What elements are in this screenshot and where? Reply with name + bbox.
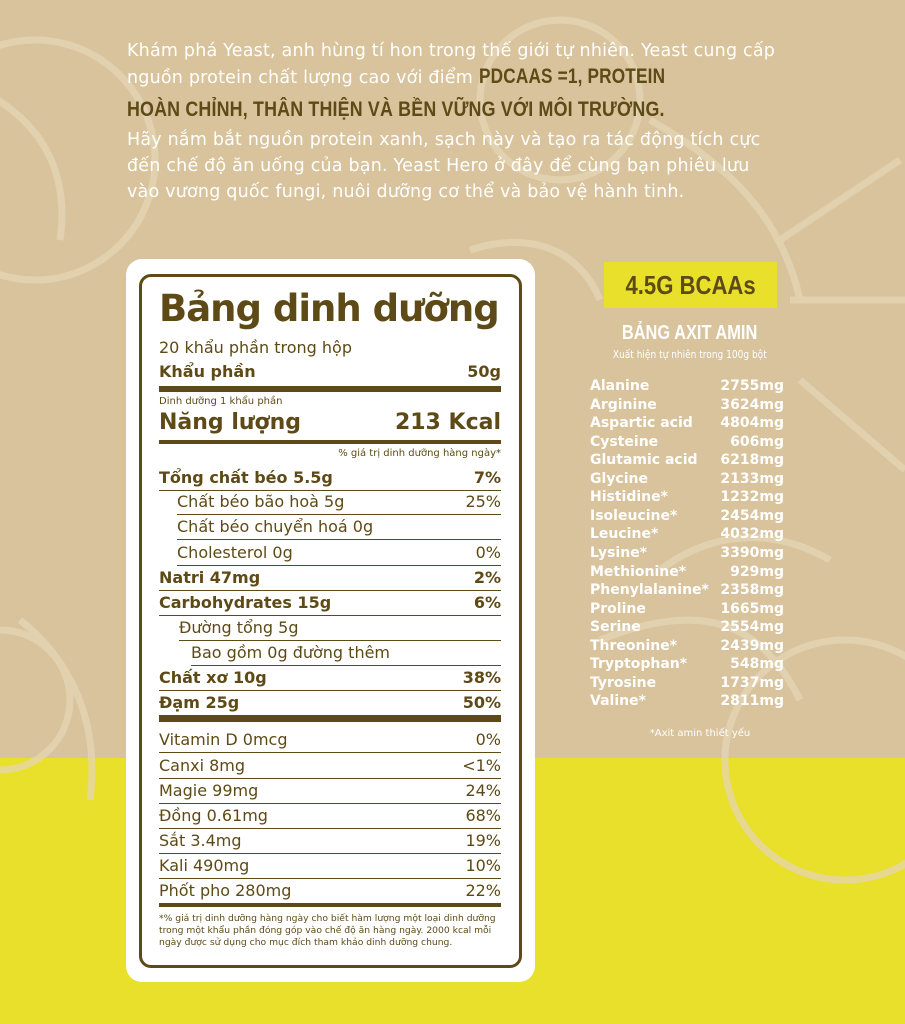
amino-row (590, 526, 784, 542)
nutrient-dv-value: 2% (473, 568, 501, 587)
bcaa-badge-text: 4.5G BCAAs (625, 269, 756, 300)
mineral-dv-value: 19% (465, 831, 501, 850)
amino-row (590, 564, 784, 580)
amino-name: Proline (590, 600, 646, 617)
bcaa-badge (604, 262, 777, 308)
amino-value: 2755mg (720, 378, 784, 394)
amino-value: 2439mg (720, 637, 784, 654)
amino-name: Cysteine (590, 433, 659, 450)
amino-row (590, 601, 784, 617)
serving-size-row (159, 362, 501, 381)
nutrient-divider (177, 539, 501, 540)
mineral-divider (159, 828, 501, 829)
amino-value: 1737mg (720, 674, 784, 691)
nutrient-divider (191, 665, 501, 666)
mineral-row (159, 756, 501, 775)
amino-value: 1232mg (720, 489, 784, 506)
intro-text-part1: Khám phá Yeast, anh hùng tí hon trong thế giới tự nhiên. Yeast cung cấp nguồn protein chất lượng cao với điểm (127, 41, 776, 88)
nutrient-row (159, 492, 501, 511)
mineral-divider (159, 778, 501, 779)
nutrient-row (159, 618, 501, 637)
energy-value: 213 Kcal (394, 410, 501, 435)
mineral-dv-value: 10% (465, 856, 501, 875)
nutrient-label: Chất béo chuyển hoá 0g (177, 517, 374, 536)
amino-value: 2133mg (720, 470, 784, 487)
serving-size-value: 50g (467, 362, 501, 381)
per-serving-label: Dinh dưỡng 1 khẩu phần (159, 396, 283, 407)
intro-text-part2: Hãy nắm bắt nguồn protein xanh, sạch này và tạo ra tác động tích cực đến chế độ ăn uống của bạn. Yeast Hero ở đây để cùng bạn phiêu lưu vào vương quốc fungi, nuôi dưỡng cơ thể và bảo vệ hành tinh. (127, 130, 761, 202)
mineral-row (159, 856, 501, 875)
amino-row (590, 638, 784, 654)
mineral-divider (159, 903, 501, 907)
mineral-row (159, 730, 501, 749)
amino-value: 606mg (730, 433, 784, 450)
per-serving-row (159, 396, 501, 407)
servings-row (159, 338, 501, 357)
mineral-row (159, 781, 501, 800)
mineral-dv-value: 0% (475, 730, 501, 749)
amino-row (590, 656, 784, 672)
nutrient-divider (177, 565, 501, 566)
amino-value: 2454mg (720, 507, 784, 524)
nutrient-dv-value: 6% (473, 593, 501, 612)
amino-name: Lysine* (590, 544, 648, 561)
mineral-label: Vitamin D 0mcg (159, 730, 288, 749)
nutrient-dv-value: 7% (473, 468, 501, 487)
amino-row (590, 415, 784, 431)
amino-name: Arginine (590, 396, 657, 413)
nutrient-divider (159, 715, 501, 722)
amino-name: Leucine* (590, 526, 659, 543)
amino-name: Methionine* (590, 563, 687, 580)
mineral-label: Sắt 3.4mg (159, 831, 242, 850)
amino-name: Isoleucine* (590, 507, 678, 524)
mineral-label: Phốt pho 280mg (159, 881, 292, 900)
amino-name: Glutamic acid (590, 452, 698, 469)
nutrient-row (159, 517, 501, 536)
amino-name: Tyrosine (590, 674, 657, 691)
mineral-divider (159, 853, 501, 854)
nutrient-label: Chất xơ 10g (159, 668, 267, 687)
nutrient-divider (159, 590, 501, 591)
intro-highlight-inline: PDCAAS =1, PROTEIN (478, 65, 665, 88)
nutrient-row (159, 468, 501, 487)
amino-row (590, 378, 784, 394)
amino-row (590, 471, 784, 487)
mineral-row (159, 806, 501, 825)
intro-paragraph (127, 38, 787, 205)
nutrient-label: Cholesterol 0g (177, 543, 293, 562)
amino-row (590, 452, 784, 468)
mineral-label: Đồng 0.61mg (159, 806, 268, 825)
amino-value: 3624mg (720, 396, 784, 413)
mineral-dv-value: <1% (462, 756, 501, 775)
amino-row (590, 397, 784, 413)
mineral-label: Kali 490mg (159, 856, 250, 875)
nutrient-divider (159, 490, 501, 491)
nutrient-label: Đường tổng 5g (179, 618, 299, 637)
nutrient-row (159, 668, 501, 687)
nutrient-row (159, 593, 501, 612)
amino-name: Tryptophan* (590, 656, 688, 673)
nutrient-label: Chất béo bão hoà 5g (177, 492, 345, 511)
amino-row (590, 508, 784, 524)
thick-divider (159, 386, 501, 392)
nutrient-row (159, 643, 501, 662)
nutrition-footnote: *% giá trị dinh dưỡng hàng ngày cho biết hàm lượng một loại dinh dưỡng trong một khẩu phần đóng góp vào chế độ ăn hàng ngày. 2000 kcal mỗi ngày được sử dụng cho mục đích tham khảo dinh dưỡng chung. (159, 913, 496, 948)
nutrient-label: Tổng chất béo 5.5g (159, 468, 333, 487)
serving-size-label: Khẩu phần (159, 362, 256, 381)
nutrient-label: Đạm 25g (159, 693, 240, 712)
nutrient-label: Carbohydrates 15g (159, 593, 332, 612)
amino-value: 4804mg (720, 415, 784, 432)
amino-row (590, 545, 784, 561)
amino-table-subtitle (580, 348, 800, 361)
mineral-divider (159, 752, 501, 753)
mineral-row (159, 831, 501, 850)
nutrient-label: Natri 47mg (159, 568, 261, 587)
amino-value: 4032mg (720, 526, 784, 543)
mineral-dv-value: 24% (465, 781, 501, 800)
amino-title-text: BẢNG AXIT AMIN (622, 322, 758, 344)
mineral-label: Magie 99mg (159, 781, 259, 800)
nutrient-dv-value: 50% (462, 693, 501, 712)
nutrient-dv-value: 25% (465, 492, 501, 511)
energy-label: Năng lượng (159, 410, 302, 435)
amino-name: Histidine* (590, 489, 668, 506)
amino-name: Alanine (590, 378, 650, 394)
nutrient-row (159, 543, 501, 562)
nutrient-divider (159, 615, 501, 616)
energy-divider (159, 440, 501, 444)
nutrient-row (159, 693, 501, 712)
amino-value: 548mg (730, 656, 784, 673)
amino-row (590, 582, 784, 598)
mineral-row (159, 881, 501, 900)
mineral-dv-value: 22% (465, 881, 501, 900)
amino-name: Aspartic acid (590, 415, 693, 432)
dv-header-row (159, 448, 501, 459)
nutrient-label: Bao gồm 0g đường thêm (191, 643, 391, 662)
amino-value: 2554mg (720, 619, 784, 636)
nutrient-dv-value: 38% (462, 668, 501, 687)
amino-value: 3390mg (720, 544, 784, 561)
amino-row (590, 675, 784, 691)
amino-row (590, 489, 784, 505)
nutrient-divider (179, 640, 501, 641)
amino-value: 6218mg (720, 452, 784, 469)
amino-name: Phenylalanine* (590, 582, 709, 599)
amino-name: Glycine (590, 470, 648, 487)
amino-row (590, 619, 784, 635)
amino-name: Threonine* (590, 637, 678, 654)
mineral-divider (159, 878, 501, 879)
amino-value: 1665mg (720, 600, 784, 617)
amino-name: Valine* (590, 693, 646, 710)
amino-subtitle-text: Xuất hiện tự nhiên trong 100g bột (613, 348, 767, 361)
amino-value: 2358mg (720, 582, 784, 599)
nutrient-divider (159, 690, 501, 691)
mineral-label: Canxi 8mg (159, 756, 246, 775)
nutrient-divider (177, 514, 501, 515)
servings-text: 20 khẩu phần trong hộp (159, 338, 352, 357)
amino-value: 2811mg (720, 693, 784, 710)
amino-footnote: *Axit amin thiết yếu (649, 728, 751, 739)
energy-row (159, 410, 501, 435)
amino-table-title (590, 322, 790, 345)
dv-header: % giá trị dinh dưỡng hàng ngày* (338, 448, 501, 459)
mineral-divider (159, 803, 501, 804)
nutrient-row (159, 568, 501, 587)
mineral-dv-value: 68% (465, 806, 501, 825)
nutrition-title: Bảng dinh dưỡng (159, 287, 499, 330)
amino-row (590, 434, 784, 450)
amino-value: 929mg (730, 563, 784, 580)
amino-name: Serine (590, 619, 641, 636)
intro-highlight-line: HOÀN CHỈNH, THÂN THIỆN VÀ BỀN VỮNG VỚI MÔI TRƯỜNG. (127, 98, 665, 121)
amino-row (590, 693, 784, 709)
nutrient-dv-value: 0% (475, 543, 501, 562)
